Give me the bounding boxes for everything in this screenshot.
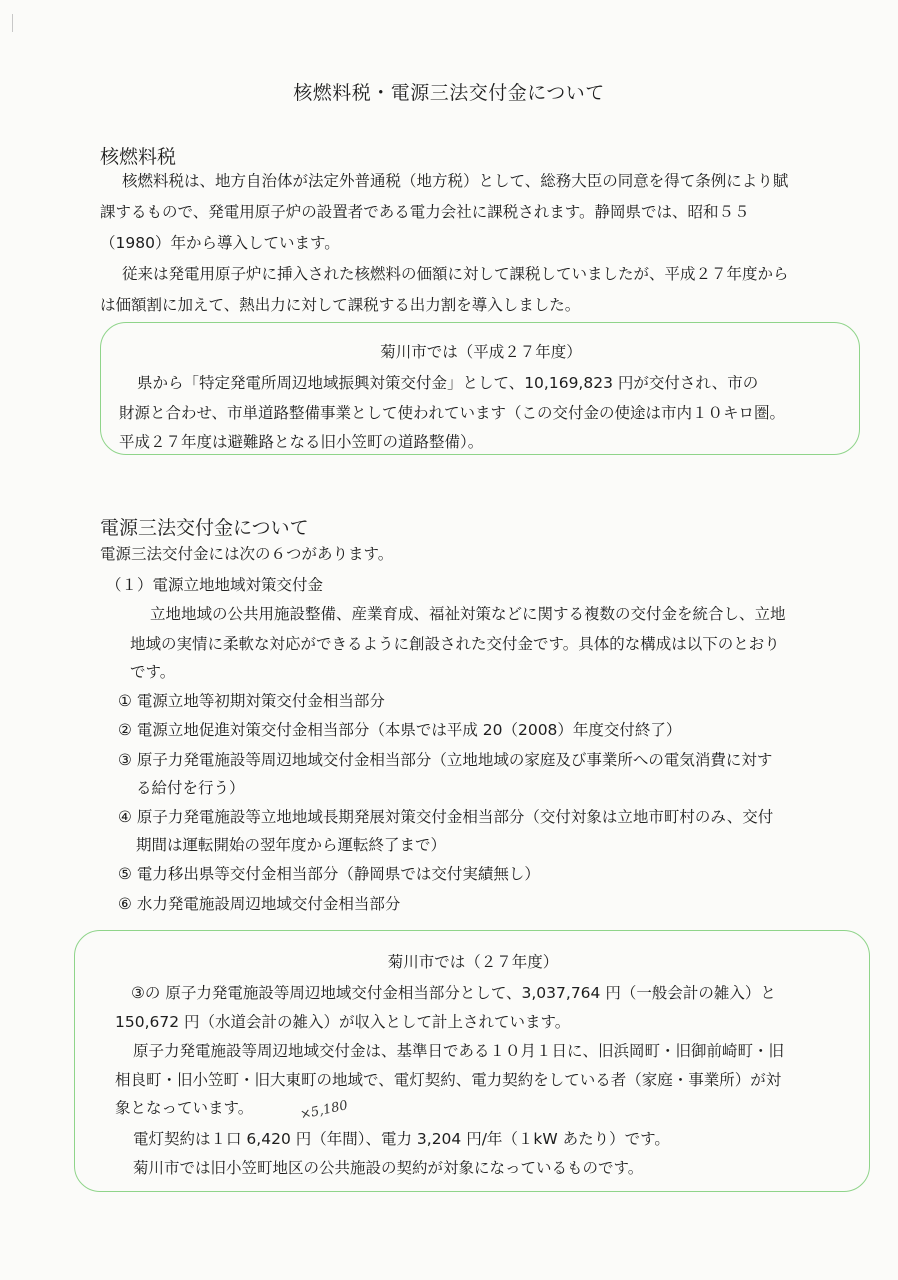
box-line: 菊川市では旧小笠町地区の公共施設の契約が対象になっているものです。: [133, 1159, 644, 1177]
list-item: ③ 原子力発電施設等周辺地域交付金相当部分（立地地域の家庭及び事業所への電気消費に対す: [118, 751, 773, 769]
box-line: 電灯契約は１口 6,420 円（年間）、電力 3,204 円/年（１kW あたり）です。: [133, 1130, 670, 1148]
list-item: ⑤ 電力移出県等交付金相当部分（静岡県では交付実績無し）: [118, 865, 540, 883]
intro-line: 電源三法交付金には次の６つがあります。: [100, 545, 394, 563]
paragraph-line: 従来は発電用原子炉に挿入された核燃料の価額に対して課税していましたが、平成２７年度から: [122, 265, 789, 283]
section-heading-three-power-source-laws: 電源三法交付金について: [100, 517, 309, 539]
box-title: 菊川市では（平成２７年度）: [380, 343, 582, 361]
list-item: ② 電源立地促進対策交付金相当部分（本県では平成 20（2008）年度交付終了）: [118, 721, 682, 739]
box-line: 150,672 円（水道会計の雑入）が収入として計上されています。: [115, 1013, 571, 1031]
paragraph-line: です。: [130, 663, 176, 681]
handwritten-note: ×5,180: [298, 1098, 350, 1123]
list-item-continuation: る給付を行う）: [136, 779, 245, 797]
paragraph-line: 立地地域の公共用施設整備、産業育成、福祉対策などに関する複数の交付金を統合し、立地: [150, 605, 786, 623]
box-line: 財源と合わせ、市単道路整備事業として使われています（この交付金の使途は市内１０キロ圏。: [119, 404, 786, 422]
page-title: 核燃料税・電源三法交付金について: [293, 82, 605, 104]
kikugawa-box-nuclear-fuel-tax: [100, 322, 860, 455]
list-item-continuation: 期間は運転開始の翌年度から運転終了まで）: [136, 836, 447, 854]
box-line: 平成２７年度は避難路となる旧小笠町の道路整備）。: [119, 433, 484, 451]
box-line: 原子力発電施設等周辺地域交付金は、基準日である１０月１日に、旧浜岡町・旧御前崎町・旧: [133, 1042, 785, 1060]
paragraph-line: （1980）年から導入しています。: [100, 234, 340, 252]
sub-heading: （１）電源立地地域対策交付金: [106, 576, 324, 594]
paragraph-line: 地域の実情に柔軟な対応ができるように創設された交付金です。具体的な構成は以下のとおり: [130, 635, 780, 653]
box-title: 菊川市では（２７年度）: [387, 953, 559, 971]
list-item: ① 電源立地等初期対策交付金相当部分: [118, 692, 385, 710]
list-item: ④ 原子力発電施設等立地地域長期発展対策交付金相当部分（交付対象は立地市町村のみ、交付: [118, 808, 774, 826]
box-line: 相良町・旧小笠町・旧大東町の地域で、電灯契約、電力契約をしている者（家庭・事業所）が対: [115, 1071, 782, 1089]
list-item: ⑥ 水力発電施設周辺地域交付金相当部分: [118, 895, 401, 913]
box-line: ③の 原子力発電施設等周辺地域交付金相当部分として、3,037,764 円（一般会計の雑入）と: [131, 984, 776, 1002]
box-line: 県から「特定発電所周辺地域振興対策交付金」として、10,169,823 円が交付され、市の: [137, 374, 759, 392]
paragraph-line: 核燃料税は、地方自治体が法定外普通税（地方税）として、総務大臣の同意を得て条例により賦: [122, 172, 789, 190]
box-line: 象となっています。: [115, 1099, 254, 1117]
paragraph-line: は価額割に加えて、熱出力に対して課税する出力割を導入しました。: [100, 296, 581, 314]
section-heading-nuclear-fuel-tax: 核燃料税: [100, 146, 177, 168]
paragraph-line: 課するもので、発電用原子炉の設置者である電力会社に課税されます。静岡県では、昭和５５: [100, 203, 750, 221]
kikugawa-box-power-source-grant: [74, 930, 870, 1192]
scan-mark: [12, 14, 13, 32]
